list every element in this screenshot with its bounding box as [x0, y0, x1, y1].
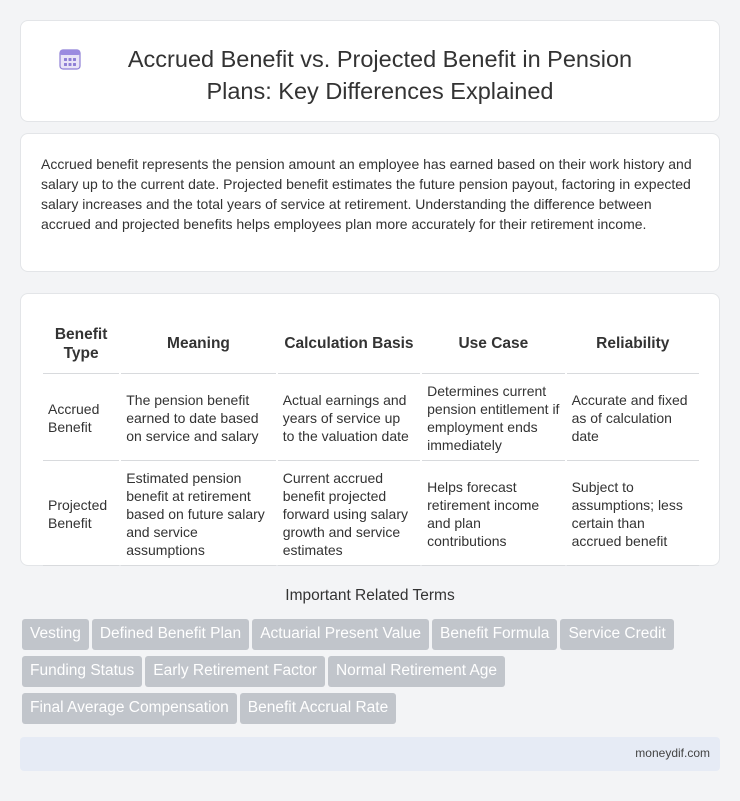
- table-cell: Accurate and fixed as of calculation date: [567, 376, 699, 461]
- table-cell: Estimated pension benefit at retirement based on future salary and service assumptions: [121, 463, 275, 566]
- header-use-case: Use Case: [422, 314, 564, 374]
- tag-service-credit[interactable]: Service Credit: [560, 619, 673, 650]
- tag-benefit-accrual-rate[interactable]: Benefit Accrual Rate: [240, 693, 396, 724]
- table-cell: Projected Benefit: [43, 463, 119, 566]
- table-row: [43, 463, 699, 566]
- tag-row: [22, 693, 722, 730]
- intro-card: [20, 133, 720, 272]
- table-row: [43, 376, 699, 461]
- tag-actuarial-present-value[interactable]: Actuarial Present Value: [252, 619, 429, 650]
- table-cell: Actual earnings and years of service up to the valuation date: [278, 376, 420, 461]
- table-cell: Current accrued benefit projected forward using salary growth and service estimates: [278, 463, 420, 566]
- header-reliability: Reliability: [567, 314, 699, 374]
- header-benefit-type: Benefit Type: [43, 314, 119, 374]
- intro-paragraph: Accrued benefit represents the pension amount an employee has earned based on their work history and salary up to the current date. Projected benefit estimates the future pension payout, factoring in expected salary increases and the total years of service at retirement. Understanding the difference between accrued and projected benefits helps employees plan more accurately for their retirement income.: [41, 156, 692, 232]
- tag-early-retirement-factor[interactable]: Early Retirement Factor: [145, 656, 325, 687]
- table-cell: Accrued Benefit: [43, 376, 119, 461]
- related-terms-title: Important Related Terms: [285, 587, 455, 604]
- table-cell: Subject to assumptions; less certain than accrued benefit: [567, 463, 699, 566]
- header-meaning: Meaning: [121, 314, 275, 374]
- page-title: Accrued Benefit vs. Projected Benefit in Pension Plans: Key Differences Explained: [127, 46, 633, 104]
- tag-funding-status[interactable]: Funding Status: [22, 656, 142, 687]
- footer-site-link[interactable]: moneydif.com: [635, 746, 710, 760]
- table-header-row: [43, 314, 699, 374]
- tag-normal-retirement-age[interactable]: Normal Retirement Age: [328, 656, 505, 687]
- tag-benefit-formula[interactable]: Benefit Formula: [432, 619, 557, 650]
- footer: [20, 737, 720, 771]
- tag-row: [22, 619, 722, 656]
- tag-vesting[interactable]: Vesting: [22, 619, 89, 650]
- comparison-table-card: [20, 293, 720, 566]
- tag-defined-benefit-plan[interactable]: Defined Benefit Plan: [92, 619, 249, 650]
- related-terms-tags: [22, 619, 722, 730]
- table-cell: The pension benefit earned to date based on service and salary: [121, 376, 275, 461]
- header-calculation-basis: Calculation Basis: [278, 314, 420, 374]
- table-cell: Helps forecast retirement income and plan contributions: [422, 463, 564, 566]
- tag-row: [22, 656, 722, 693]
- title-card: [20, 20, 720, 122]
- table-cell: Determines current pension entitlement if employment ends immediately: [422, 376, 564, 461]
- comparison-table: [41, 312, 701, 568]
- tag-final-average-compensation[interactable]: Final Average Compensation: [22, 693, 237, 724]
